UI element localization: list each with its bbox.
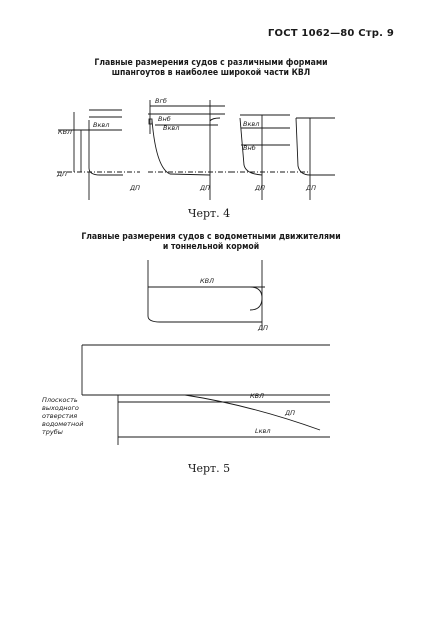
label-l-kvl: Lквл xyxy=(255,427,271,435)
label-plane-1: Плоскость xyxy=(42,396,78,404)
label-b-nb: Внб xyxy=(158,115,171,123)
section1-title-line1: Главные размерения судов с различными формами xyxy=(94,58,328,68)
label-dp: ДП xyxy=(57,170,67,178)
page-header: ГОСТ 1062—80 Стр. 9 xyxy=(267,28,394,39)
hull-outline-waterjet xyxy=(148,260,262,322)
hull-outline-2 xyxy=(152,120,210,175)
label-b-gb: Вгб xyxy=(155,97,167,105)
hull-profile-longitudinal xyxy=(82,345,330,445)
label-plane-5: трубы xyxy=(42,428,63,436)
figure4-caption: Черт. 4 xyxy=(188,207,231,220)
label-b-kvl3: Вквл xyxy=(243,120,260,128)
label-dp-2: ДП xyxy=(200,184,210,192)
label-kvl: КВЛ xyxy=(58,128,72,136)
label-b-kvl2: Вквл xyxy=(163,124,180,132)
label-dp-4: ДП xyxy=(306,184,316,192)
nozzle-arc xyxy=(250,287,262,310)
label-kvl-waterjet: КВЛ xyxy=(200,277,214,285)
section2-title-line2: и тоннельной кормой xyxy=(162,242,260,252)
label-dp-3: ДП xyxy=(255,184,265,192)
label-dp-long: ДП xyxy=(285,409,295,417)
label-b-nb3: Внб xyxy=(243,144,256,152)
label-plane-3: отверстия xyxy=(42,412,78,420)
section1-title-line2: шпангоутов в наиболее широкой части КВЛ xyxy=(111,68,311,78)
label-b-kvl: Вквл xyxy=(93,121,110,129)
label-kvl-long: КВЛ xyxy=(250,392,264,400)
flange-2 xyxy=(149,119,152,124)
hull-outline-4 xyxy=(296,118,335,175)
figure5-caption: Черт. 5 xyxy=(188,462,231,475)
label-dp-waterjet: ДП xyxy=(258,324,268,332)
label-plane-2: выходного xyxy=(42,404,79,412)
label-dp-1: ДП xyxy=(130,184,140,192)
hull-section-waterjet xyxy=(148,260,265,330)
label-plane-4: водометной xyxy=(42,420,84,428)
section2-title-line1: Главные размерения судов с водометными движителями xyxy=(81,232,341,242)
chine-2 xyxy=(210,118,220,121)
